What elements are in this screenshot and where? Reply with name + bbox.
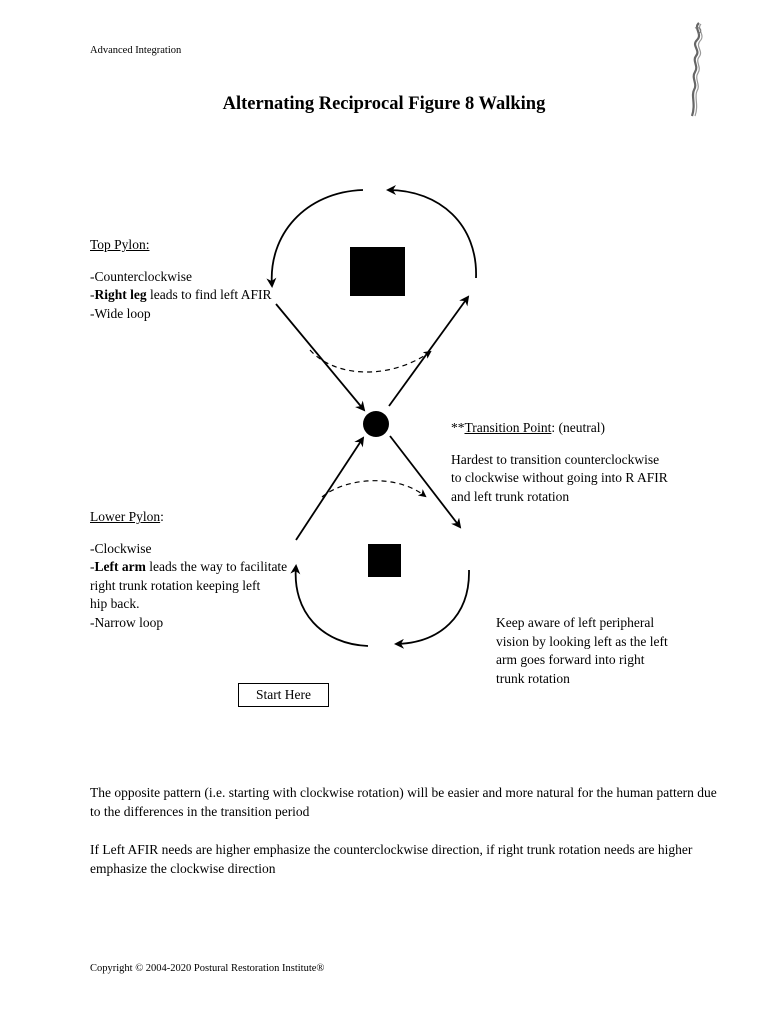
copyright-footer: Copyright © 2004-2020 Postural Restoration Institute®	[90, 963, 325, 974]
page-title: Alternating Reciprocal Figure 8 Walking	[222, 94, 546, 114]
lower-pylon-line3: right trunk rotation keeping left	[90, 577, 261, 593]
top-pylon-line2-rest: leads to find left AFIR	[146, 287, 272, 302]
lower-pylon-heading: Lower Pylon	[90, 509, 161, 524]
start-here-label: Start Here	[238, 683, 329, 707]
top-right-diagonal	[389, 297, 468, 406]
lower-loop-left-arc	[296, 566, 368, 646]
top-dashed-arc	[310, 350, 430, 372]
lower-pylon-marker	[368, 544, 401, 577]
emphasis-note: If Left AFIR needs are higher emphasize the counterclockwise direction, if right trunk rotation needs are higher emphasize the clockwise direction	[90, 842, 693, 876]
lower-pylon-line4: hip back.	[90, 596, 140, 611]
top-pylon-notes	[90, 236, 300, 323]
peripheral-line2: vision by looking left as the left	[496, 633, 668, 649]
transition-point-marker	[363, 411, 389, 437]
lower-loop-right-arc	[396, 570, 469, 644]
transition-heading: Transition Point	[464, 420, 552, 435]
transition-line2: to clockwise without going into R AFIR	[451, 470, 668, 485]
top-pylon-marker	[350, 247, 405, 296]
lower-pylon-line1: -Clockwise	[90, 540, 152, 556]
transition-notes	[451, 419, 751, 506]
top-pylon-line2	[90, 286, 300, 305]
transition-line1: Hardest to transition counterclockwise	[451, 451, 660, 467]
top-pylon-line1: -Counterclockwise	[90, 268, 192, 284]
transition-suffix: : (neutral)	[551, 420, 606, 435]
peripheral-line1: Keep aware of left peripheral	[496, 615, 655, 630]
peripheral-note	[496, 614, 736, 688]
section-label: Advanced Integration	[90, 45, 182, 56]
transition-prefix: **	[451, 420, 465, 435]
lower-pylon-line2	[90, 558, 300, 577]
lower-right-diagonal	[390, 436, 460, 527]
lower-pylon-line5: -Narrow loop	[90, 614, 164, 630]
transition-line3: and left trunk rotation	[451, 488, 570, 504]
lower-pylon-line2-rest: leads the way to facilitate	[145, 559, 288, 574]
top-pylon-line3: -Wide loop	[90, 305, 151, 321]
lower-pylon-dash: -	[90, 559, 95, 574]
lower-pylon-notes	[90, 508, 300, 632]
lower-dashed-arc	[322, 481, 425, 497]
top-pylon-bold: Right leg	[94, 287, 147, 302]
lower-left-diagonal	[296, 438, 363, 540]
top-pylon-dash: -	[90, 287, 95, 302]
lower-pylon-heading-suffix: :	[160, 509, 164, 524]
lower-pylon-bold: Left arm	[94, 559, 146, 574]
top-pylon-heading: Top Pylon:	[90, 237, 150, 252]
opposite-pattern-note: The opposite pattern (i.e. starting with clockwise rotation) will be easier and more natural for the human pattern due to the differences in the transition period	[90, 785, 717, 819]
peripheral-line3: arm goes forward into right	[496, 652, 645, 667]
peripheral-line4: trunk rotation	[496, 670, 570, 686]
